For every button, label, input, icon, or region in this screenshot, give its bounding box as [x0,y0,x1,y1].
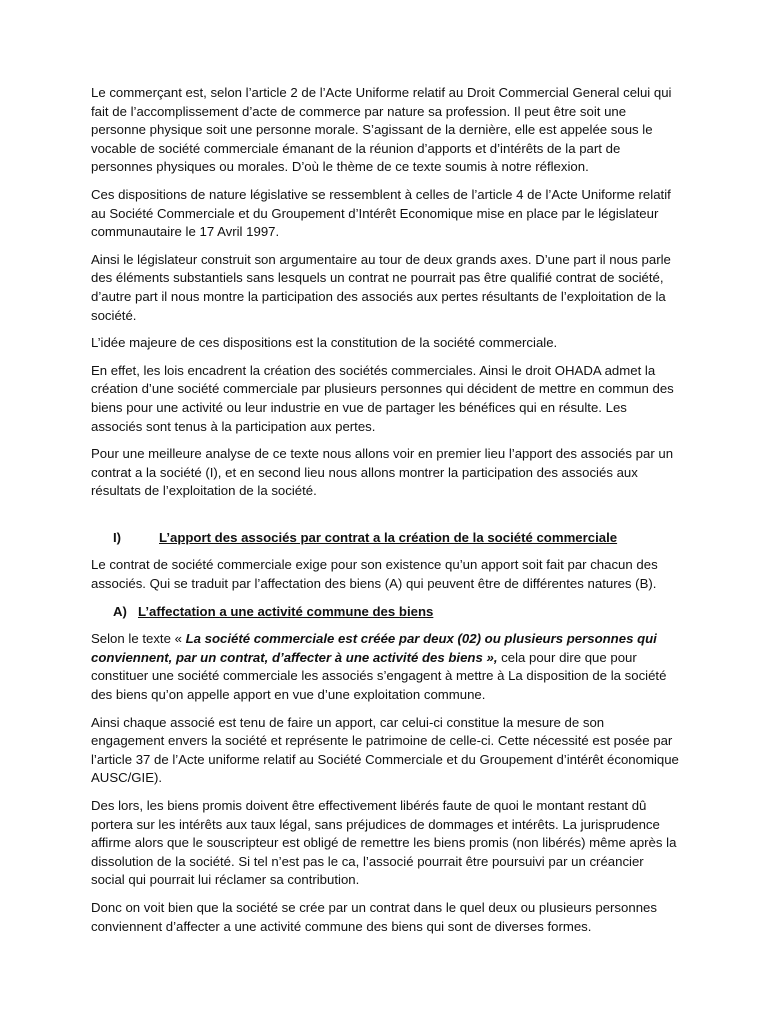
paragraph: Le contrat de société commerciale exige pour son existence qu’un apport soit fait par chacun des associés. Qui se traduit par l’affectation des biens (A) qui peuvent être de différentes natures (B). [91,557,658,592]
paragraph: L’idée majeure de ces dispositions est la constitution de la société commerciale. [91,335,558,351]
quote-prefix: Selon le texte « [91,631,186,647]
document-page [91,84,681,945]
subsection-heading [91,603,681,622]
paragraph: Ainsi chaque associé est tenu de faire un apport, car celui-ci constitue la mesure de son engagement envers la société et représente le patrimoine de celle-ci. Cette nécessité est posée par l’article 37 de l’Acte uniforme relatif au Société Commerciale et du Groupement d’intérêt économique AUSC/GIE). [91,714,679,786]
subsection-title: L’affectation a une activité commune des biens [138,603,434,619]
quote-paragraph [91,630,681,704]
paragraph: Pour une meilleure analyse de ce texte nous allons voir en premier lieu l’apport des associés par un contrat a la société (I), et en second lieu nous allons montrer la participation des associés aux résultats de l’exploitation de la société. [91,446,674,499]
paragraph: En effet, les lois encadrent la création des sociétés commerciales. Ainsi le droit OHADA admet la création d’une société commerciale par plusieurs personnes qui décident de mettre en commun des biens pour une activité ou leur industrie en vue de partager les bénéfices qui en résulte. Les associés sont tenus à la participation aux pertes. [91,362,674,434]
section-title: L’apport des associés par contrat a la création de la société commerciale [159,529,618,545]
paragraph: Ainsi le législateur construit son argumentaire au tour de deux grands axes. D’une part il nous parle des éléments substantiels sans lesquels un contrat ne pourrait pas être qualifié contrat de société, d’autre part il nous montre la participation des associés aux pertes résultants de l’exploitation de la société. [91,251,671,323]
paragraph: Des lors, les biens promis doivent être effectivement libérés faute de quoi le montant restant dû portera sur les intérêts aux taux légal, sans préjudices de dommages et intérêts. La jurisprudence affirme alors que le souscripteur est obligé de remettre les biens promis (non libérés) même après la dissolution de la société. Si tel n’est pas le ca, l’associé pourrait être poursuivi par un créancier social qui pourrait lui réclamer sa contribution. [91,798,677,888]
section-number: I) [113,529,122,545]
paragraph: Ces dispositions de nature législative se ressemblent à celles de l’article 4 de l’Acte Uniforme relatif au Société Commerciale et du Groupement d’Intérêt Economique mise en place par le législateur communautaire le 17 Avril 1997. [91,186,671,240]
paragraph: Donc on voit bien que la société se crée par un contrat dans le quel deux ou plusieurs personnes conviennent d’affecter a une activité commune des biens qui sont de diverses formes. [91,899,657,934]
paragraph: Le commerçant est, selon l’article 2 de l’Acte Uniforme relatif au Droit Commercial General celui qui fait de l’accomplissement d’acte de commerce par nature sa profession. Il peut être soit une personne physique soit une personne morale. S’agissant de la dernière, elle est appelée sous le vocable de société commerciale émanant de la réunion d’apports et d’intérêts de la part de personnes physiques ou morales. D’où le thème de ce texte soumis à notre réflexion. [91,85,672,175]
section-heading [91,529,681,548]
quote-suffix: cela pour dire que pour constituer une société commerciale les associés s’engagent à mettre à La disposition de la société des biens qu’on appelle apport en vue d’une exploitation commune. [91,649,667,703]
quoted-text: La société commerciale est créée par deux (02) ou plusieurs personnes qui conviennent, par un contrat, d’affecter à une activité des biens », [91,631,657,665]
subsection-number: A) [113,603,127,619]
blank-line [91,510,681,529]
